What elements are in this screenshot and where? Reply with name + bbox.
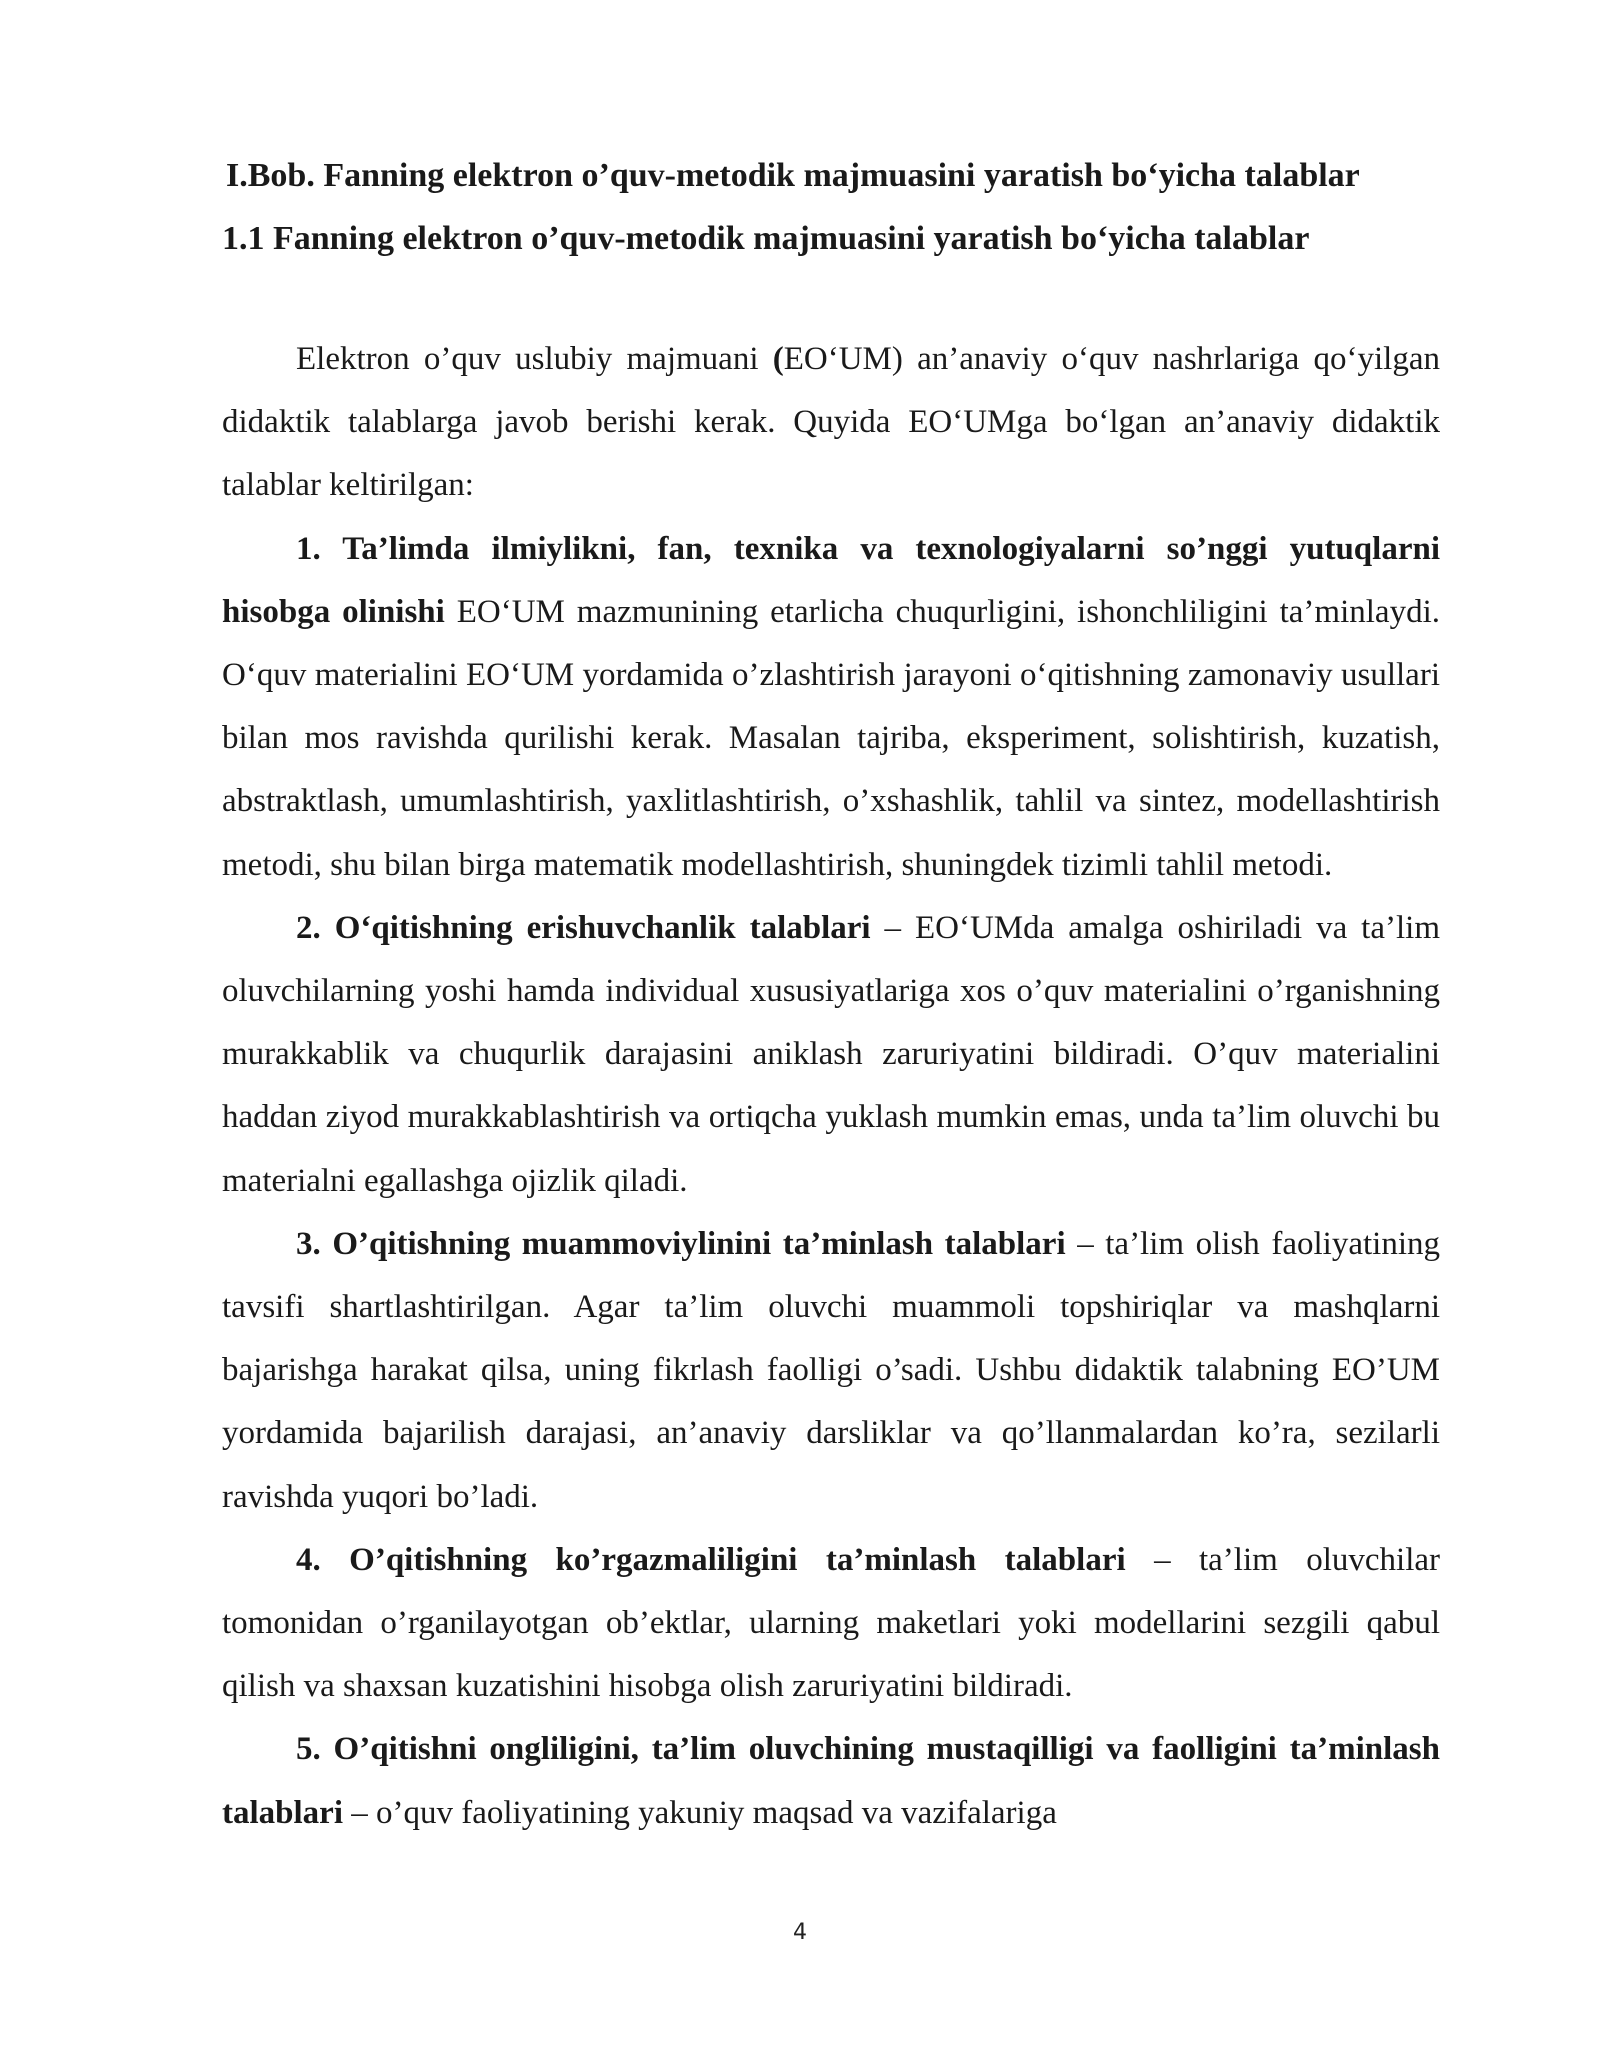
intro-paragraph xyxy=(222,328,1440,518)
requirement-text: – o’quv faoliyatining yakuniy maqsad va vazifalariga xyxy=(343,1794,1057,1831)
requirement-text: – ta’lim oluvchilar tomonidan o’rganilayotgan ob’ektlar, ularning maketlari yoki modellarini sezgili qabul qilish va shaxsan kuzatishini hisobga olish zaruriyatini bildiradi. xyxy=(222,1541,1440,1705)
requirement-paragraph-1 xyxy=(222,518,1440,897)
page-number: 4 xyxy=(793,1920,807,1945)
intro-paren: ( xyxy=(772,341,784,377)
section-title: 1.1 Fanning elektron o’quv-metodik majmuasini yaratish bo‘yicha talablar xyxy=(222,220,1310,257)
requirement-paragraph-4 xyxy=(222,1529,1440,1719)
chapter-title: I.Bob. Fanning elektron o’quv-metodik majmuasini yaratish bo‘yicha talablar xyxy=(226,157,1360,194)
requirement-text: – ta’lim olish faoliyatining tavsifi shartlashtirilgan. Agar ta’lim oluvchi muammoli topshiriqlar va mashqlarni bajarishga harakat qilsa, uning fikrlash faolligi o’sadi. Ushbu didaktik talabning EO’UM yordamida bajarilish darajasi, an’anaviy darsliklar va qo’llanmalardan ko’ra, sezilarli ravishda yuqori bo’ladi. xyxy=(222,1225,1440,1515)
requirement-title: 3. O’qitishning muammoviylinini ta’minlash talablari xyxy=(296,1225,1066,1262)
requirement-paragraph-2 xyxy=(222,897,1440,1213)
heading-block xyxy=(222,144,1462,270)
body-text xyxy=(222,328,1440,1845)
requirement-title: 1. Ta’limda ilmiylikni, fan, texnika va texnologiyalarni so’nggi yutuqlarni hisobga olinishi xyxy=(222,530,1440,630)
intro-text-end: EO‘UM) an’anaviy o‘quv nashrlariga qo‘yilgan didaktik talablarga javob berishi kerak. Quyida EO‘UMga bo‘lgan an’anaviy didaktik talablar keltirilgan: xyxy=(222,341,1440,504)
requirement-title: 5. O’qitishni ongliligini, ta’lim oluvchining mustaqilligi va faolligini ta’minlash talablari xyxy=(222,1731,1440,1831)
requirement-text: – EO‘UMda amalga oshiriladi va ta’lim oluvchilarning yoshi hamda individual xususiyatlariga xos o’quv materialini o’rganishning murakkablik va chuqurlik darajasini aniklash zaruriyatini bildiradi. O’quv materialini haddan ziyod murakkablashtirish va ortiqcha yuklash mumkin emas, unda ta’lim oluvchi bu materialni egallashga ojizlik qiladi. xyxy=(222,909,1440,1199)
requirement-paragraph-3 xyxy=(222,1213,1440,1529)
requirement-title: 2. O‘qitishning erishuvchanlik talablari xyxy=(296,909,871,946)
requirement-title: 4. O’qitishning ko’rgazmaliligini ta’minlash talablari xyxy=(296,1541,1126,1578)
requirement-paragraph-5 xyxy=(222,1718,1440,1844)
intro-text-start: Elektron o’quv uslubiy majmuani xyxy=(296,341,773,377)
requirement-text: EO‘UM mazmunining etarlicha chuqurligini, ishonchliligini ta’minlaydi. O‘quv materialini EO‘UM yordamida o’zlashtirish jarayoni o‘qitishning zamonaviy usullari bilan mos ravishda qurilishi kerak. Masalan tajriba, eksperiment, solishtirish, kuzatish, abstraktlash, umumlashtirish, yaxlitlashtirish, o’xshashlik, tahlil va sintez, modellashtirish metodi, shu bilan birga matematik modellashtirish, shuningdek tizimli tahlil metodi. xyxy=(222,593,1440,883)
